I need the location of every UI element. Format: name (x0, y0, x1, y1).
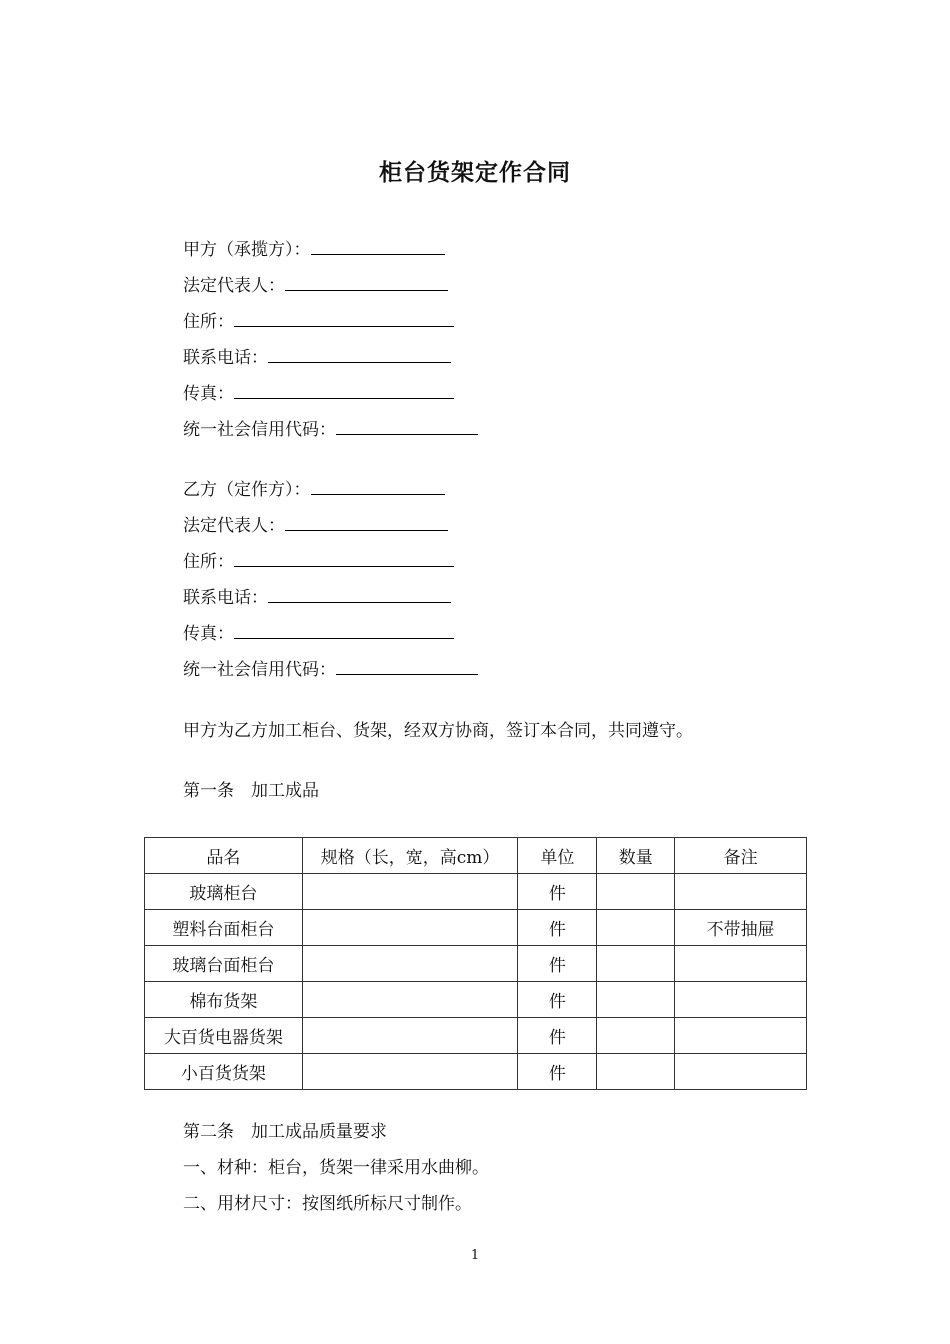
party-b-name-blank (311, 478, 445, 495)
party-a-fax-label: 传真： (183, 384, 234, 404)
cell-unit: 件 (518, 1054, 597, 1090)
table-row (145, 946, 807, 982)
clause-dimensions: 二、用材尺寸：按图纸所标尺寸制作。 (183, 1194, 472, 1214)
cell-quantity (597, 874, 675, 910)
cell-name: 塑料台面柜台 (145, 910, 303, 946)
cell-unit: 件 (518, 910, 597, 946)
party-a-credit-line (183, 418, 478, 442)
document-title: 柜台货架定作合同 (379, 160, 571, 186)
party-a-address-label: 住所： (183, 312, 234, 332)
party-b-rep-line (183, 514, 448, 538)
table-row (145, 1018, 807, 1054)
table-row (145, 910, 807, 946)
party-a-name-label: 甲方（承揽方）： (183, 240, 311, 260)
party-b-rep-blank (285, 514, 448, 531)
cell-quantity (597, 1054, 675, 1090)
cell-remark (675, 1054, 807, 1090)
cell-quantity (597, 982, 675, 1018)
cell-remark (675, 946, 807, 982)
party-a-phone-blank (268, 346, 451, 363)
party-b-rep-label: 法定代表人： (183, 516, 285, 536)
header-cell-remark: 备注 (675, 838, 807, 874)
cell-quantity (597, 946, 675, 982)
party-a-rep-blank (285, 274, 448, 291)
party-b-address-blank (234, 550, 454, 567)
cell-remark (675, 1018, 807, 1054)
cell-quantity (597, 1018, 675, 1054)
party-b-address-line (183, 550, 454, 574)
party-b-fax-label: 传真： (183, 624, 234, 644)
party-a-fax-line (183, 382, 454, 406)
party-b-name-label: 乙方（定作方）： (183, 480, 311, 500)
cell-spec (302, 1018, 518, 1054)
table-header-row (145, 838, 807, 874)
cell-unit: 件 (518, 1018, 597, 1054)
party-a-name-line (183, 238, 445, 262)
party-a-name-blank (311, 238, 445, 255)
cell-spec (302, 982, 518, 1018)
cell-unit: 件 (518, 946, 597, 982)
party-a-phone-line (183, 346, 451, 370)
cell-name: 玻璃台面柜台 (145, 946, 303, 982)
cell-remark (675, 874, 807, 910)
cell-spec (302, 946, 518, 982)
header-cell-unit: 单位 (518, 838, 597, 874)
cell-name: 玻璃柜台 (145, 874, 303, 910)
party-a-rep-label: 法定代表人： (183, 276, 285, 296)
party-b-phone-label: 联系电话： (183, 588, 268, 608)
party-b-fax-blank (234, 622, 454, 639)
clause-material: 一、材种：柜台，货架一律采用水曲柳。 (183, 1158, 489, 1178)
party-b-credit-blank (336, 658, 478, 675)
page-number: 1 (470, 1248, 480, 1263)
party-b-phone-blank (268, 586, 451, 603)
party-a-rep-line (183, 274, 448, 298)
party-a-address-line (183, 310, 454, 334)
header-cell-quantity: 数量 (597, 838, 675, 874)
party-b-name-line (183, 478, 445, 502)
party-b-credit-label: 统一社会信用代码： (183, 660, 336, 680)
table-row (145, 1054, 807, 1090)
cell-remark: 不带抽屉 (675, 910, 807, 946)
cell-name: 棉布货架 (145, 982, 303, 1018)
party-b-phone-line (183, 586, 451, 610)
cell-spec (302, 874, 518, 910)
party-a-fax-blank (234, 382, 454, 399)
party-b-credit-line (183, 658, 478, 682)
cell-name: 大百货电器货架 (145, 1018, 303, 1054)
article-1-heading: 第一条 加工成品 (183, 781, 319, 801)
article-2-heading: 第二条 加工成品质量要求 (183, 1122, 387, 1142)
cell-name: 小百货货架 (145, 1054, 303, 1090)
cell-spec (302, 1054, 518, 1090)
party-a-address-blank (234, 310, 454, 327)
header-cell-spec: 规格（长，宽，高cm） (302, 838, 518, 874)
party-b-address-label: 住所： (183, 552, 234, 572)
cell-remark (675, 982, 807, 1018)
cell-quantity (597, 910, 675, 946)
party-b-fax-line (183, 622, 454, 646)
cell-unit: 件 (518, 874, 597, 910)
cell-spec (302, 910, 518, 946)
table-row (145, 874, 807, 910)
products-table (144, 837, 807, 1090)
table-row (145, 982, 807, 1018)
intro-paragraph: 甲方为乙方加工柜台、货架，经双方协商，签订本合同，共同遵守。 (183, 721, 693, 741)
header-cell-name: 品名 (145, 838, 303, 874)
party-a-phone-label: 联系电话： (183, 348, 268, 368)
cell-unit: 件 (518, 982, 597, 1018)
party-a-credit-blank (336, 418, 478, 435)
party-a-credit-label: 统一社会信用代码： (183, 420, 336, 440)
